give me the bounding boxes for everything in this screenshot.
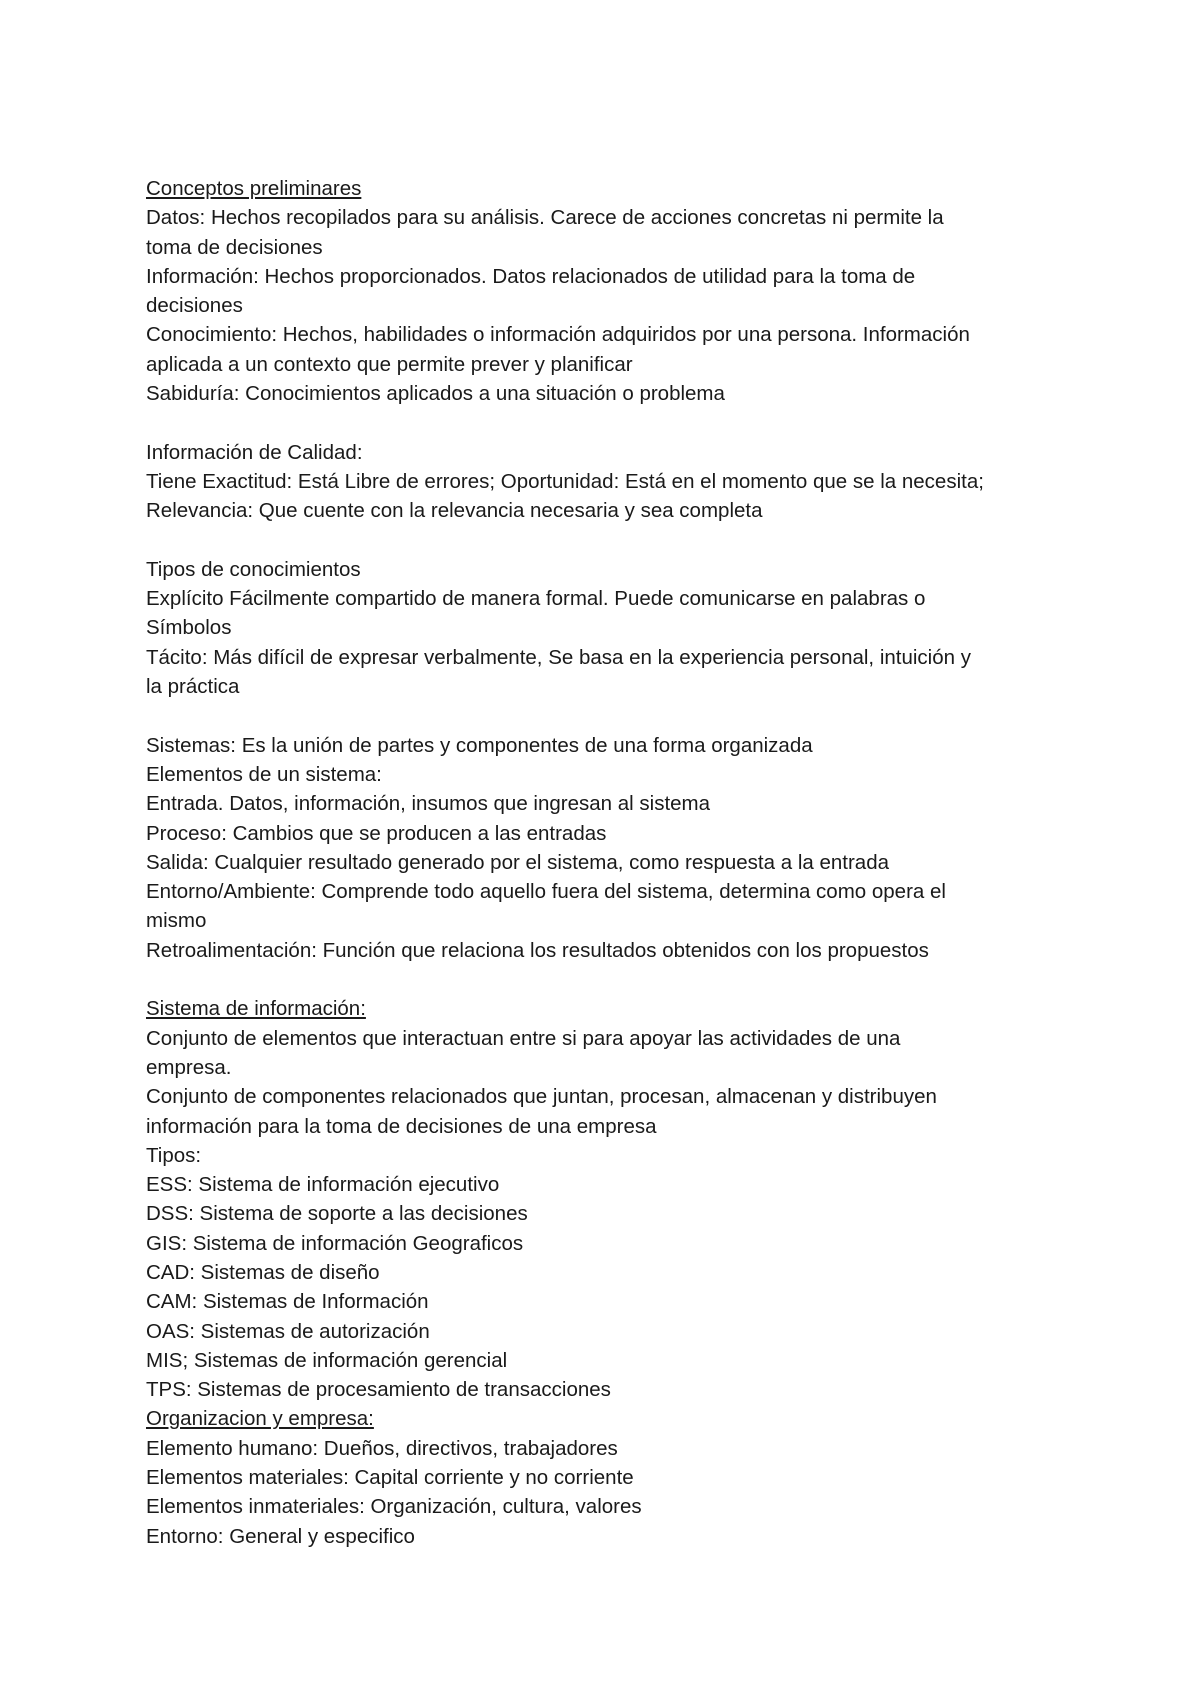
- list-item: OAS: Sistemas de autorización: [146, 1319, 430, 1343]
- text-line: Retroalimentación: Función que relaciona los resultados obtenidos con los propuestos: [146, 938, 929, 962]
- text-line: Sabiduría: Conocimientos aplicados a una situación o problema: [146, 382, 725, 406]
- text-line: Elementos materiales: Capital corriente y no corriente: [146, 1466, 634, 1490]
- list-item: TPS: Sistemas de procesamiento de transacciones: [146, 1378, 611, 1402]
- text-line: empresa.: [146, 1055, 232, 1079]
- document-body: [146, 174, 1076, 1551]
- section-heading-tipos-conocimientos: Tipos de conocimientos: [146, 557, 361, 581]
- text-line: Conjunto de componentes relacionados que juntan, procesan, almacenan y distribuyen: [146, 1085, 937, 1109]
- section-heading-sistemas: Sistemas: Es la unión de partes y componentes de una forma organizada: [146, 733, 813, 757]
- paragraph-spacer: [146, 701, 1076, 730]
- text-line: la práctica: [146, 675, 240, 699]
- text-line: Elementos de un sistema:: [146, 762, 382, 786]
- text-line: toma de decisiones: [146, 235, 323, 259]
- list-item: GIS: Sistema de información Geograficos: [146, 1231, 524, 1255]
- text-line: aplicada a un contexto que permite prever y planificar: [146, 352, 633, 376]
- section-heading-sistema-informacion: Sistema de información:: [146, 997, 366, 1021]
- text-line: Relevancia: Que cuente con la relevancia necesaria y sea completa: [146, 499, 763, 523]
- text-line: Tipos:: [146, 1143, 202, 1167]
- paragraph-spacer: [146, 965, 1076, 994]
- text-line: Datos: Hechos recopilados para su análisis. Carece de acciones concretas ni permite la: [146, 206, 944, 230]
- paragraph-spacer: [146, 526, 1076, 555]
- list-item: CAM: Sistemas de Información: [146, 1290, 429, 1314]
- list-item: DSS: Sistema de soporte a las decisiones: [146, 1202, 528, 1226]
- text-line: Proceso: Cambios que se producen a las entradas: [146, 821, 607, 845]
- text-line: Elemento humano: Dueños, directivos, trabajadores: [146, 1436, 618, 1460]
- text-line: Conocimiento: Hechos, habilidades o información adquiridos por una persona. Información: [146, 323, 970, 347]
- text-line: decisiones: [146, 294, 243, 318]
- text-line: Entorno/Ambiente: Comprende todo aquello fuera del sistema, determina como opera el: [146, 880, 946, 904]
- list-item: ESS: Sistema de información ejecutivo: [146, 1173, 500, 1197]
- text-line: Entorno: General y especifico: [146, 1524, 415, 1548]
- section-heading-informacion-calidad: Información de Calidad:: [146, 440, 363, 464]
- text-line: Información: Hechos proporcionados. Datos relacionados de utilidad para la toma de: [146, 264, 916, 288]
- text-line: Tácito: Más difícil de expresar verbalmente, Se basa en la experiencia personal, intuición y: [146, 645, 971, 669]
- list-item: MIS; Sistemas de información gerencial: [146, 1348, 508, 1372]
- text-line: Salida: Cualquier resultado generado por el sistema, como respuesta a la entrada: [146, 850, 889, 874]
- section-heading-conceptos-preliminares: Conceptos preliminares: [146, 177, 362, 200]
- text-line: información para la toma de decisiones de una empresa: [146, 1114, 657, 1138]
- text-line: Tiene Exactitud: Está Libre de errores; Oportunidad: Está en el momento que se la necesita;: [146, 469, 984, 493]
- list-item: CAD: Sistemas de diseño: [146, 1260, 380, 1284]
- text-line: Símbolos: [146, 616, 232, 640]
- section-heading-organizacion-empresa: Organizacion y empresa:: [146, 1407, 374, 1431]
- text-line: mismo: [146, 909, 207, 933]
- text-line: Entrada. Datos, información, insumos que ingresan al sistema: [146, 792, 711, 816]
- text-line: Conjunto de elementos que interactuan entre si para apoyar las actividades de una: [146, 1026, 901, 1050]
- text-line: Explícito Fácilmente compartido de manera formal. Puede comunicarse en palabras o: [146, 587, 926, 611]
- text-line: Elementos inmateriales: Organización, cultura, valores: [146, 1495, 642, 1519]
- paragraph-spacer: [146, 408, 1076, 437]
